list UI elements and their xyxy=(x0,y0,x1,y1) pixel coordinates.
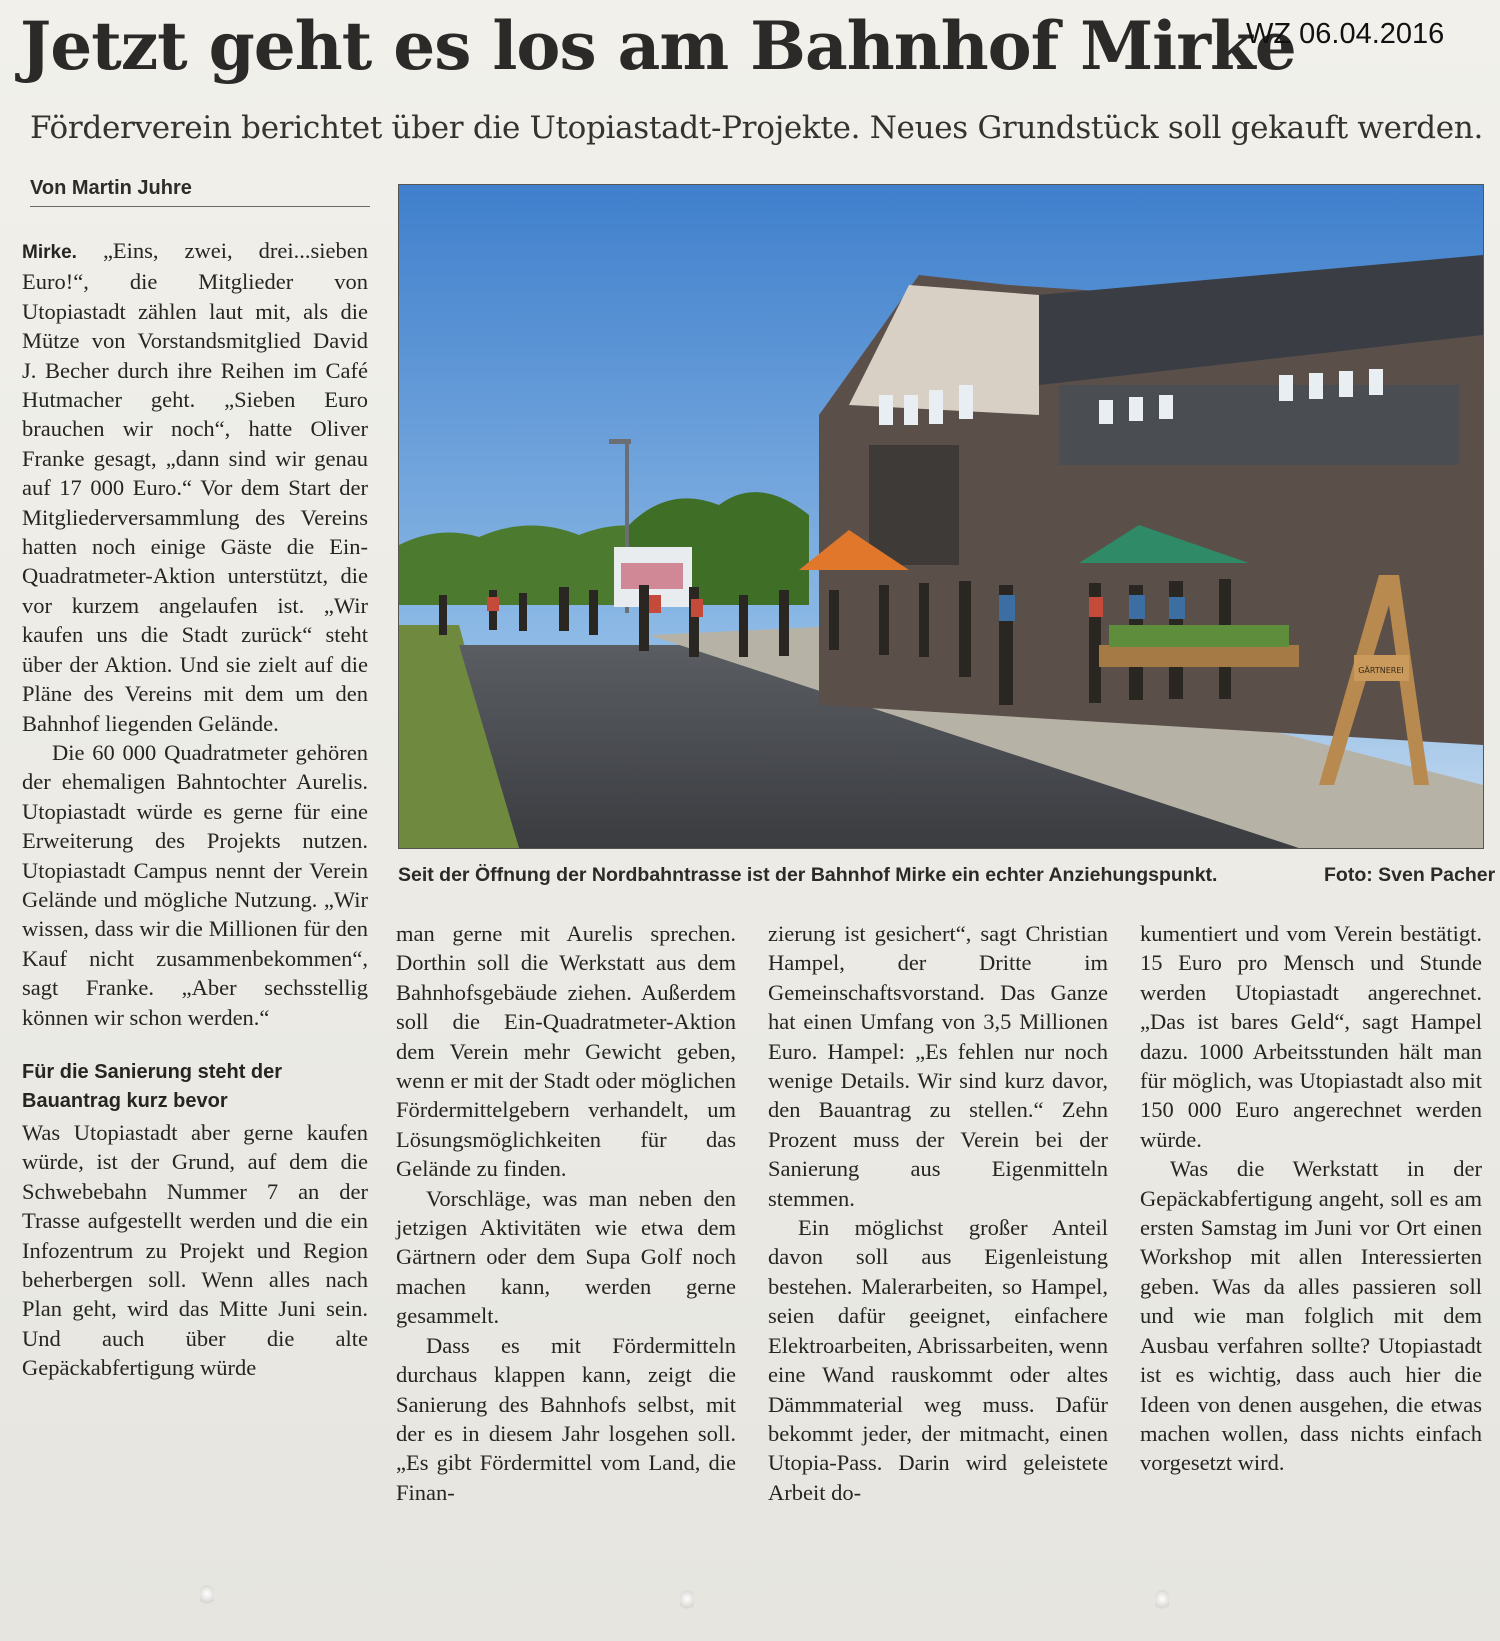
article-column-2 xyxy=(396,919,736,1507)
article-photo xyxy=(398,184,1484,849)
paragraph-text: „Eins, zwei, drei...sieben Euro!“, die Mitglieder von Utopiastadt zählen laut mit, als die Mütze von Vorstandsmitglied David J. Becher durch ihre Reihen im Café Hutmacher geht. „Sieben Euro brauchen wir noch“, hatte Oliver Franke gesagt, „dann sind wir genau auf 17 000 Euro.“ Vor dem Start der Mitgliederversammlung des Vereins hatten noch einige Gäste die Ein-Quadratmeter-Aktion unterstützt, die vor kurzem angelaufen ist. „Wir kaufen uns die Stadt zurück“ steht über der Aktion. Und sie zielt auf die Pläne des Vereins mit dem um den Bahnhof liegenden Gelände. xyxy=(22,238,369,736)
byline: Von Martin Juhre xyxy=(30,177,370,207)
paragraph: man gerne mit Aurelis sprechen. Dorthin soll die Werkstatt aus dem Bahnhofsgebäude ziehen. Außerdem soll die Ein-Quadratmeter-Aktion dem Verein mehr Gewicht geben, wenn er mit der Stadt oder möglichen Fördermittelgebern verhandelt, um Lösungsmöglichkeiten für das Gelände zu finden. xyxy=(396,921,736,1182)
plants xyxy=(1109,625,1289,647)
pin-mark xyxy=(200,1585,214,1607)
subheadline: Förderverein berichtet über die Utopiastadt-Projekte. Neues Grundstück soll gekauft werden. xyxy=(30,110,1484,146)
paragraph: kumentiert und vom Verein bestätigt. 15 Euro pro Mensch und Stunde werden Utopiastadt angerechnet. „Das ist bares Geld“, sagt Hampel dazu. 1000 Arbeitsstunden hält man für möglich, was Utopiastadt also mit 150 000 Euro angerechnet werden würde. xyxy=(1140,921,1482,1152)
dateline: Mirke. xyxy=(22,242,77,263)
paragraph: Was Utopiastadt aber gerne kaufen würde, ist der Grund, auf dem die Schwebebahn Nummer 7 an der Trasse aufgestellt werden und die ein Infozentrum zu Projekt und Region beherbergen soll. Wenn alles nach Plan geht, wird das Mitte Juni sein. Und auch über die alte Gepäckabfertigung würde xyxy=(22,1119,368,1381)
paragraph: zierung ist gesichert“, sagt Christian Hampel, der Dritte im Gemeinschaftsvorstand. Das Ganze hat einen Umfang von 3,5 Millionen Euro. Hampel: „Es fehlen nur noch wenige Details. Wir sind kurz davor, den Bauantrag zu stellen.“ Zehn Prozent muss der Verein bei der Sanierung aus Eigenmitteln stemmen. xyxy=(768,921,1108,1211)
paragraph: Die 60 000 Quadratmeter gehören der ehemaligen Bahntochter Aurelis. Utopiastadt würde es gerne für eine Erweiterung des Projekts nutzen. Utopiastadt Campus nennt der Verein Gelände und mögliche Nutzung. „Wir wissen, dass wir die Millionen für den Kauf nicht zusammenbekommen“, sagt Franke. „Aber sechsstellig können wir schon werden.“ xyxy=(22,739,368,1030)
bahnhof-mirke-photo xyxy=(399,185,1483,848)
article-column-3 xyxy=(768,919,1108,1507)
pin-mark xyxy=(680,1590,694,1612)
section-subhead: Für die Sanierung steht der Bauantrag kurz bevor xyxy=(22,1060,283,1112)
sign-text: GÄRTNEREI xyxy=(1358,666,1404,675)
photo-caption: Seit der Öffnung der Nordbahntrasse ist der Bahnhof Mirke ein echter Anziehungspunkt. xyxy=(398,864,1218,886)
headline: Jetzt geht es los am Bahnhof Mirke xyxy=(20,7,1296,85)
planter-table xyxy=(1099,645,1299,667)
paragraph: Dass es mit Fördermitteln durchaus klappen kann, zeigt die Sanierung des Bahnhofs selbst, mit der es in diesem Jahr losgehen soll. „Es gibt Fördermittel vom Land, die Finan- xyxy=(396,1332,736,1505)
paragraph: Was die Werkstatt in der Gepäckabfertigung angeht, soll es am ersten Samstag im Juni vor Ort einen Workshop mit allen Interessierten geben. Was da alles passieren soll und wie man folglich mit dem Ausbau verfahren sollte? Utopiastadt ist es wichtig, dass auch hier die Ideen von denen ausgehen, die etwas machen wollen, dass nichts einfach vorgesetzt wird. xyxy=(1140,1156,1482,1476)
paragraph xyxy=(22,236,368,738)
date-tag: WZ 06.04.2016 xyxy=(1246,18,1445,50)
paragraph: Ein möglichst großer Anteil davon soll aus Eigenleistung bestehen. Malerarbeiten, so Hampel, seien dafür geeignet, einfachere Elektroarbeiten, Abrissarbeiten, wenn eine Wand rauskommt oder altes Dämmmaterial weg muss. Dafür bekommt jeder, der mitmacht, einen Utopia-Pass. Darin wird geleistete Arbeit do- xyxy=(768,1215,1108,1505)
photo-credit: Foto: Sven Pacher xyxy=(1324,864,1496,886)
pin-mark xyxy=(1155,1590,1169,1612)
article-column-4 xyxy=(1140,919,1482,1478)
article-column-1 xyxy=(22,236,368,1383)
paragraph: Vorschläge, was man neben den jetzigen Aktivitäten wie etwa dem Gärtnern oder dem Supa Golf noch machen kann, werden gerne gesammelt. xyxy=(396,1185,736,1329)
